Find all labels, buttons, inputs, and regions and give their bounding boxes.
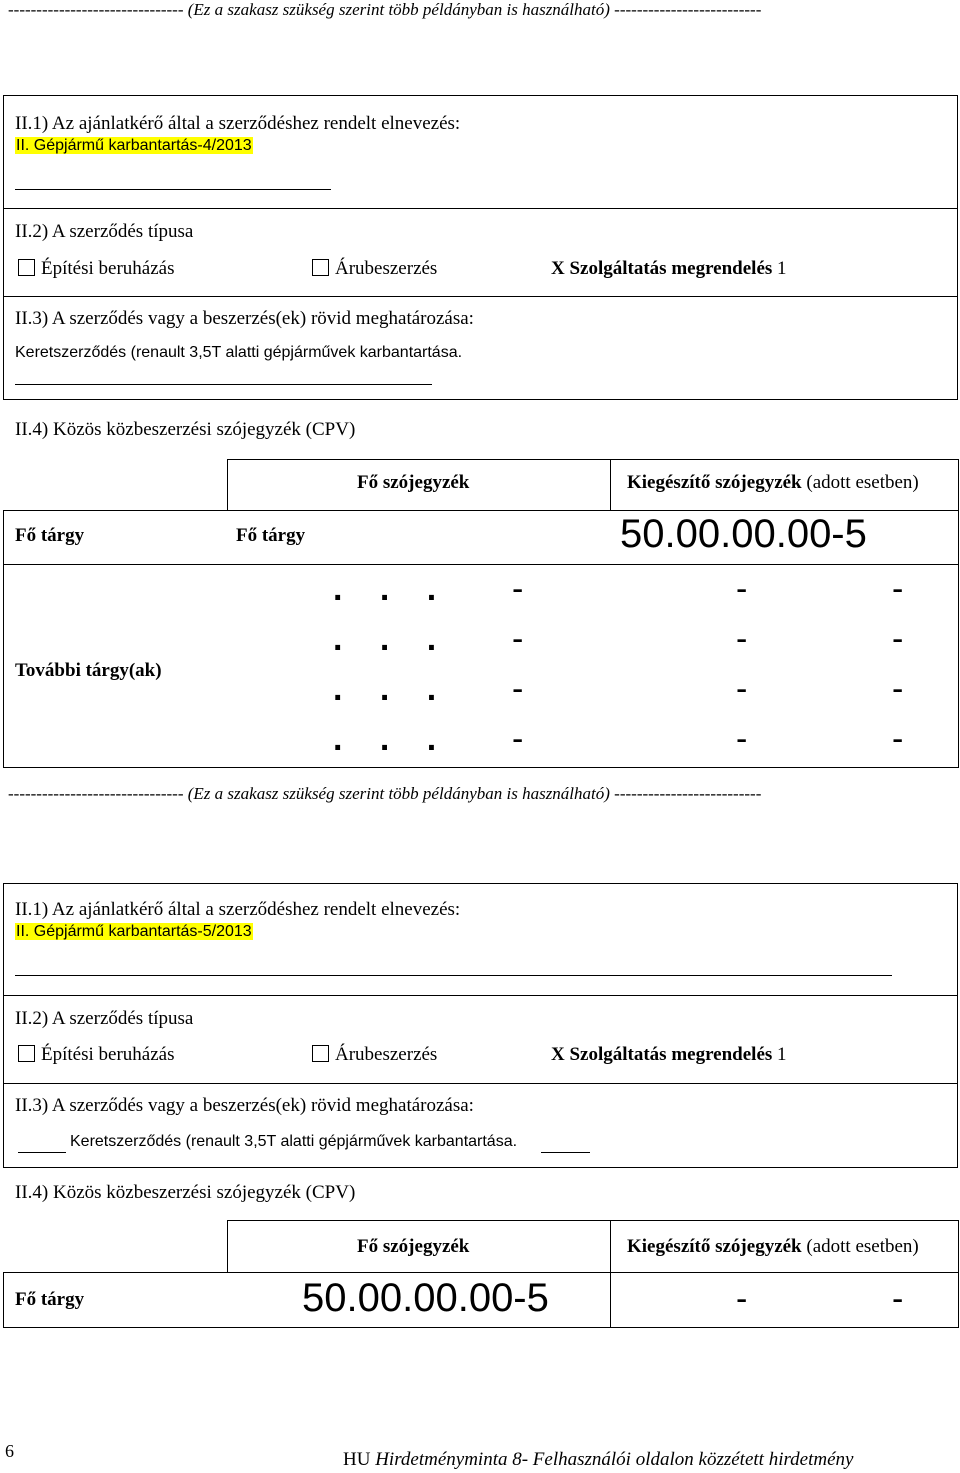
dash-mark: - [736, 670, 748, 708]
blank-line [15, 189, 331, 190]
type-option-goods[interactable] [312, 258, 437, 280]
s4-heading: II.4) Közös közbeszerzési szójegyzék (CPV) [15, 419, 356, 440]
contract-name [15, 923, 253, 941]
dash-mark: - [512, 670, 524, 708]
table-line [227, 1220, 958, 1221]
col-header-supp-note: (adott esetben) [806, 472, 919, 493]
checkbox-icon[interactable] [312, 1045, 329, 1062]
blank-line [541, 1152, 590, 1153]
type-option-goods[interactable] [312, 1044, 437, 1066]
dash-mark: - [892, 620, 904, 658]
section-separator [8, 0, 761, 20]
s3-value: Keretszerződés (renault 3,5T alatti gépjárművek karbantartása. [70, 1133, 518, 1150]
separator-note: (Ez a szakasz szükség szerint több példányban is használható) [187, 0, 610, 19]
table-line [3, 564, 958, 565]
col-header-supp-note: (adott esetben) [806, 1236, 919, 1257]
s2-heading: II.2) A szerződés típusa [15, 221, 194, 242]
footer-text [343, 1449, 853, 1471]
dash-mark: - [736, 620, 748, 658]
separator-note: (Ez a szakasz szükség szerint több példányban is használható) [187, 784, 610, 803]
row-main-inner-label: Fő tárgy [236, 525, 306, 546]
section-separator [8, 784, 761, 804]
type-note: 1 [777, 258, 787, 279]
dash-mark: - [512, 720, 524, 758]
table-line [3, 1272, 4, 1328]
table-line [227, 1220, 228, 1272]
separator-dashes-left: ------------------------------- [8, 0, 184, 19]
contract-name-value: II. Gépjármű karbantartás-4/2013 [16, 137, 252, 154]
s1-heading: II.1) Az ajánlatkérő által a szerződéshez rendelt elnevezés: [15, 113, 461, 134]
dot-row: . . . [333, 720, 451, 758]
checkbox-icon[interactable] [18, 1045, 35, 1062]
separator-dashes-right: -------------------------- [614, 784, 762, 803]
dash-mark: - [892, 570, 904, 608]
dash-mark: - [512, 620, 524, 658]
type-option-label: Árubeszerzés [335, 258, 438, 279]
dash-mark: - [736, 720, 748, 758]
page-number: 6 [5, 1441, 14, 1461]
table-line [610, 459, 611, 511]
type-option-label: X Szolgáltatás megrendelés [551, 1044, 773, 1065]
contract-name-value: II. Gépjármű karbantartás-5/2013 [16, 923, 252, 940]
dot-row: . . . [333, 670, 451, 708]
dot-row: . . . [333, 620, 451, 658]
table-line [227, 459, 958, 460]
dot-row: . . . [333, 570, 451, 608]
dash-mark: - [892, 720, 904, 758]
footer-title: Hirdetményminta 8- Felhasználói oldalon közzétett hirdetmény [375, 1449, 854, 1470]
table-line [3, 1327, 958, 1328]
checkbox-icon[interactable] [312, 259, 329, 276]
type-option-label: Építési beruházás [41, 258, 175, 279]
cpv-code: 50.00.00.00-5 [302, 1276, 549, 1320]
type-option-construction[interactable] [18, 1044, 174, 1066]
divider [3, 208, 958, 209]
table-line [227, 459, 228, 511]
s2-heading: II.2) A szerződés típusa [15, 1008, 194, 1029]
separator-dashes-right: -------------------------- [614, 0, 762, 19]
blank-line [18, 1152, 66, 1153]
table-line [3, 510, 958, 511]
table-line [958, 1220, 959, 1328]
blank-line [15, 384, 432, 385]
type-option-construction[interactable] [18, 258, 174, 280]
s3-value: Keretszerződés (renault 3,5T alatti gépjárművek karbantartása. [15, 344, 463, 361]
col-header-main: Fő szójegyzék [357, 1236, 470, 1257]
table-line [3, 1272, 958, 1273]
row-main-label: Fő tárgy [15, 1289, 85, 1310]
dash-mark: - [892, 670, 904, 708]
s3-heading: II.3) A szerződés vagy a beszerzés(ek) rövid meghatározása: [15, 1095, 474, 1116]
separator-dashes-left: ------------------------------- [8, 784, 184, 803]
footer-prefix: HU [343, 1449, 371, 1470]
type-note: 1 [777, 1044, 787, 1065]
col-header-main: Fő szójegyzék [357, 472, 470, 493]
type-option-services [551, 258, 787, 280]
divider [3, 995, 958, 996]
table-line [610, 1220, 611, 1328]
dash-mark: - [512, 570, 524, 608]
type-option-label: Árubeszerzés [335, 1044, 438, 1065]
cpv-code: 50.00.00.00-5 [620, 512, 867, 556]
table-line [3, 767, 958, 768]
row-other-label: További tárgy(ak) [15, 660, 162, 681]
col-header-supp-label: Kiegészítő szójegyzék [627, 1236, 802, 1257]
table-line [958, 459, 959, 768]
s1-heading: II.1) Az ajánlatkérő által a szerződéshez rendelt elnevezés: [15, 899, 461, 920]
dash-mark: - [736, 1280, 748, 1318]
col-header-supp [627, 472, 919, 494]
s4-heading: II.4) Közös közbeszerzési szójegyzék (CPV) [15, 1182, 356, 1203]
contract-name [15, 137, 253, 155]
type-option-services [551, 1044, 787, 1066]
blank-line [15, 975, 892, 976]
dash-mark: - [736, 570, 748, 608]
checkbox-icon[interactable] [18, 259, 35, 276]
type-option-label: X Szolgáltatás megrendelés [551, 258, 773, 279]
col-header-supp [627, 1236, 919, 1258]
row-main-label: Fő tárgy [15, 525, 85, 546]
type-option-label: Építési beruházás [41, 1044, 175, 1065]
dash-mark: - [892, 1280, 904, 1318]
s3-heading: II.3) A szerződés vagy a beszerzés(ek) rövid meghatározása: [15, 308, 474, 329]
table-line [3, 510, 4, 768]
col-header-supp-label: Kiegészítő szójegyzék [627, 472, 802, 493]
